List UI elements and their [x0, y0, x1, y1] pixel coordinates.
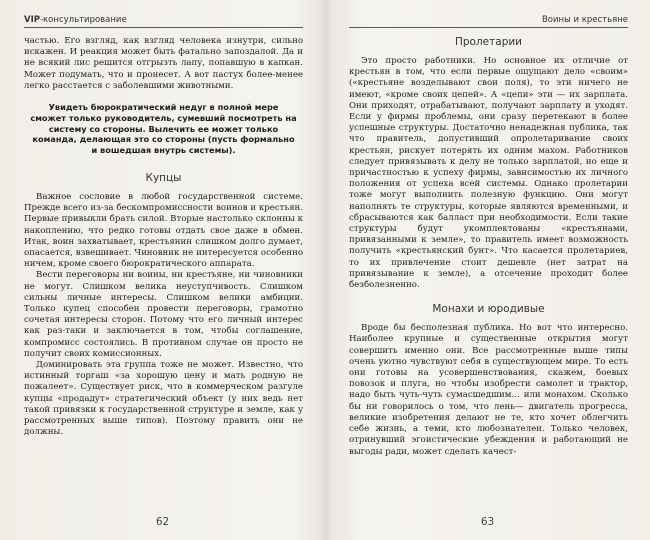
right-body-2 — [349, 323, 628, 457]
left-running-head — [24, 8, 303, 28]
left-paragraph: Доминировать эта группа тоже не может. Известно, что истинный торгаш «за хорошую цену и мать родную не пожалеет». Существует риск, что в коммерческом разгуле купцы «продадут» стратегический объект (у них ведь нет такой привязки к государственной структуре и земле, как у рассмотренных выше типов). Поэтому править они не должны. — [24, 360, 303, 438]
right-page — [325, 0, 650, 540]
right-paragraph: Вроде бы бесполезная публика. Но вот что интересно. Наиболее крупные и существенные открытия могут совершить именно они. Все рассмотренные выше типы очень уютно чувствуют себя в существующем мире. То есть они готовы на усовершенствования, скажем, боевых повозок и плуга, но чтобы изобрести самолет и трактор, надо быть чуть-чуть сумасшедшим… или монахом. Сколько бы ни говорилось о том, что лень— двигатель прогресса, великие изобретения делают не те, кто хочет облегчить себе жизнь, а теми, кто любознателен. Только человек, отринувший эгоистические убеждения и работающий не выгоды ради, может сделать качест- — [349, 323, 628, 457]
left-paragraph: частью. Его взгляд, как взгляд человека изнутри, сильно искажен. И реакция может быть фатально запоздалой. Да и не всякий лис решится отгрызть лапу, попавшую в капкан. Может подумать, что и пронесет. А вот пастух более-менее легко расстается с заболевшими животными. — [24, 36, 303, 91]
section-title-proletarians: Пролетарии — [454, 36, 523, 48]
callout-bold: Увидеть бюрократический недуг в полной мере сможет только руководитель, сумевший посмотреть на систему со стороны. Вылечить ее может только команда, делающая это со стороны (пусть формально и вошедшая внутрь системы). — [30, 102, 297, 156]
left-body — [24, 192, 303, 438]
page-number-right: 63 — [480, 516, 495, 528]
section-title-merchants: Купцы — [145, 172, 182, 184]
right-paragraph: Это просто работники. Но основное их отличие от крестьян в том, что если первые ощущают дело «своим» («крестьяне возделывают свои поля), то эти ничего не имеют, «кроме своих цепей». А «цепи» эти — их зарплата. Они приходят, отрабатывают, получают зарплату и уходят. Если у фирмы проблемы, они сразу перетекают в более успешные структуры. Достаточно ненадежная публика, так что правитель, допустивший опролетаривание своих крестьян, рискует потерять их одним махом. Работников следует привязывать к делу не только зарплатой, но еще и причастностью к успеху фирмы, зависимостью их личного положения от успеха всей системы. Однако пролетарии тоже могут выполнить полезную функцию. Они могут наполнять те структуры, которые являются временными, и сбрасываются как балласт при необходимости. Если такие структуры будут укомплектованы «крестьянами, привязанными к земле», то правитель имеет возможность получить «крестьянский бунт». Что касается пролетариев, то их привлечение стоит дешевле (нет затрат на привязывание к земле), а отсечение проходит более безболезненно. — [349, 56, 628, 291]
page-number-left: 62 — [155, 516, 170, 528]
left-paragraph: Важное сословие в любой государственной системе. Прежде всего из-за бескомпромиссности воинов и крестьян. Первые привыкли брать силой. Вторые настолько склонны к накоплению, что редко готовы отдать свое даже в обмен. Итак, воин захватывает, крестьянин слишком долго думает, опасается, взвешивает. Чиновник не интересуется особенно ничем, кроме своего бюрократического аппарата. — [24, 192, 303, 270]
left-body-top — [24, 36, 303, 92]
right-body-1 — [349, 56, 628, 291]
section-title-monks: Монахи и юродивые — [432, 303, 545, 316]
left-paragraph: Вести переговоры ни воины, ни крестьяне, ни чиновники не могут. Слишком велика неуступчивость. Слишком сильны личные интересы. Слишком велики амбиции. Только купец способен провести переговоры, грамотно сочетая интересы сторон. Потому что его личный интерес как раз-таки и заключается в том, чтобы соглашение, компромисс состоялись. В противном случае он просто не получит своих комиссионных. — [24, 270, 303, 359]
header-brand-rest: -консультирование — [39, 15, 127, 25]
right-running-head — [349, 8, 628, 28]
header-chapter: Воины и крестьяне — [541, 15, 628, 25]
header-brand: VIP — [24, 15, 40, 25]
